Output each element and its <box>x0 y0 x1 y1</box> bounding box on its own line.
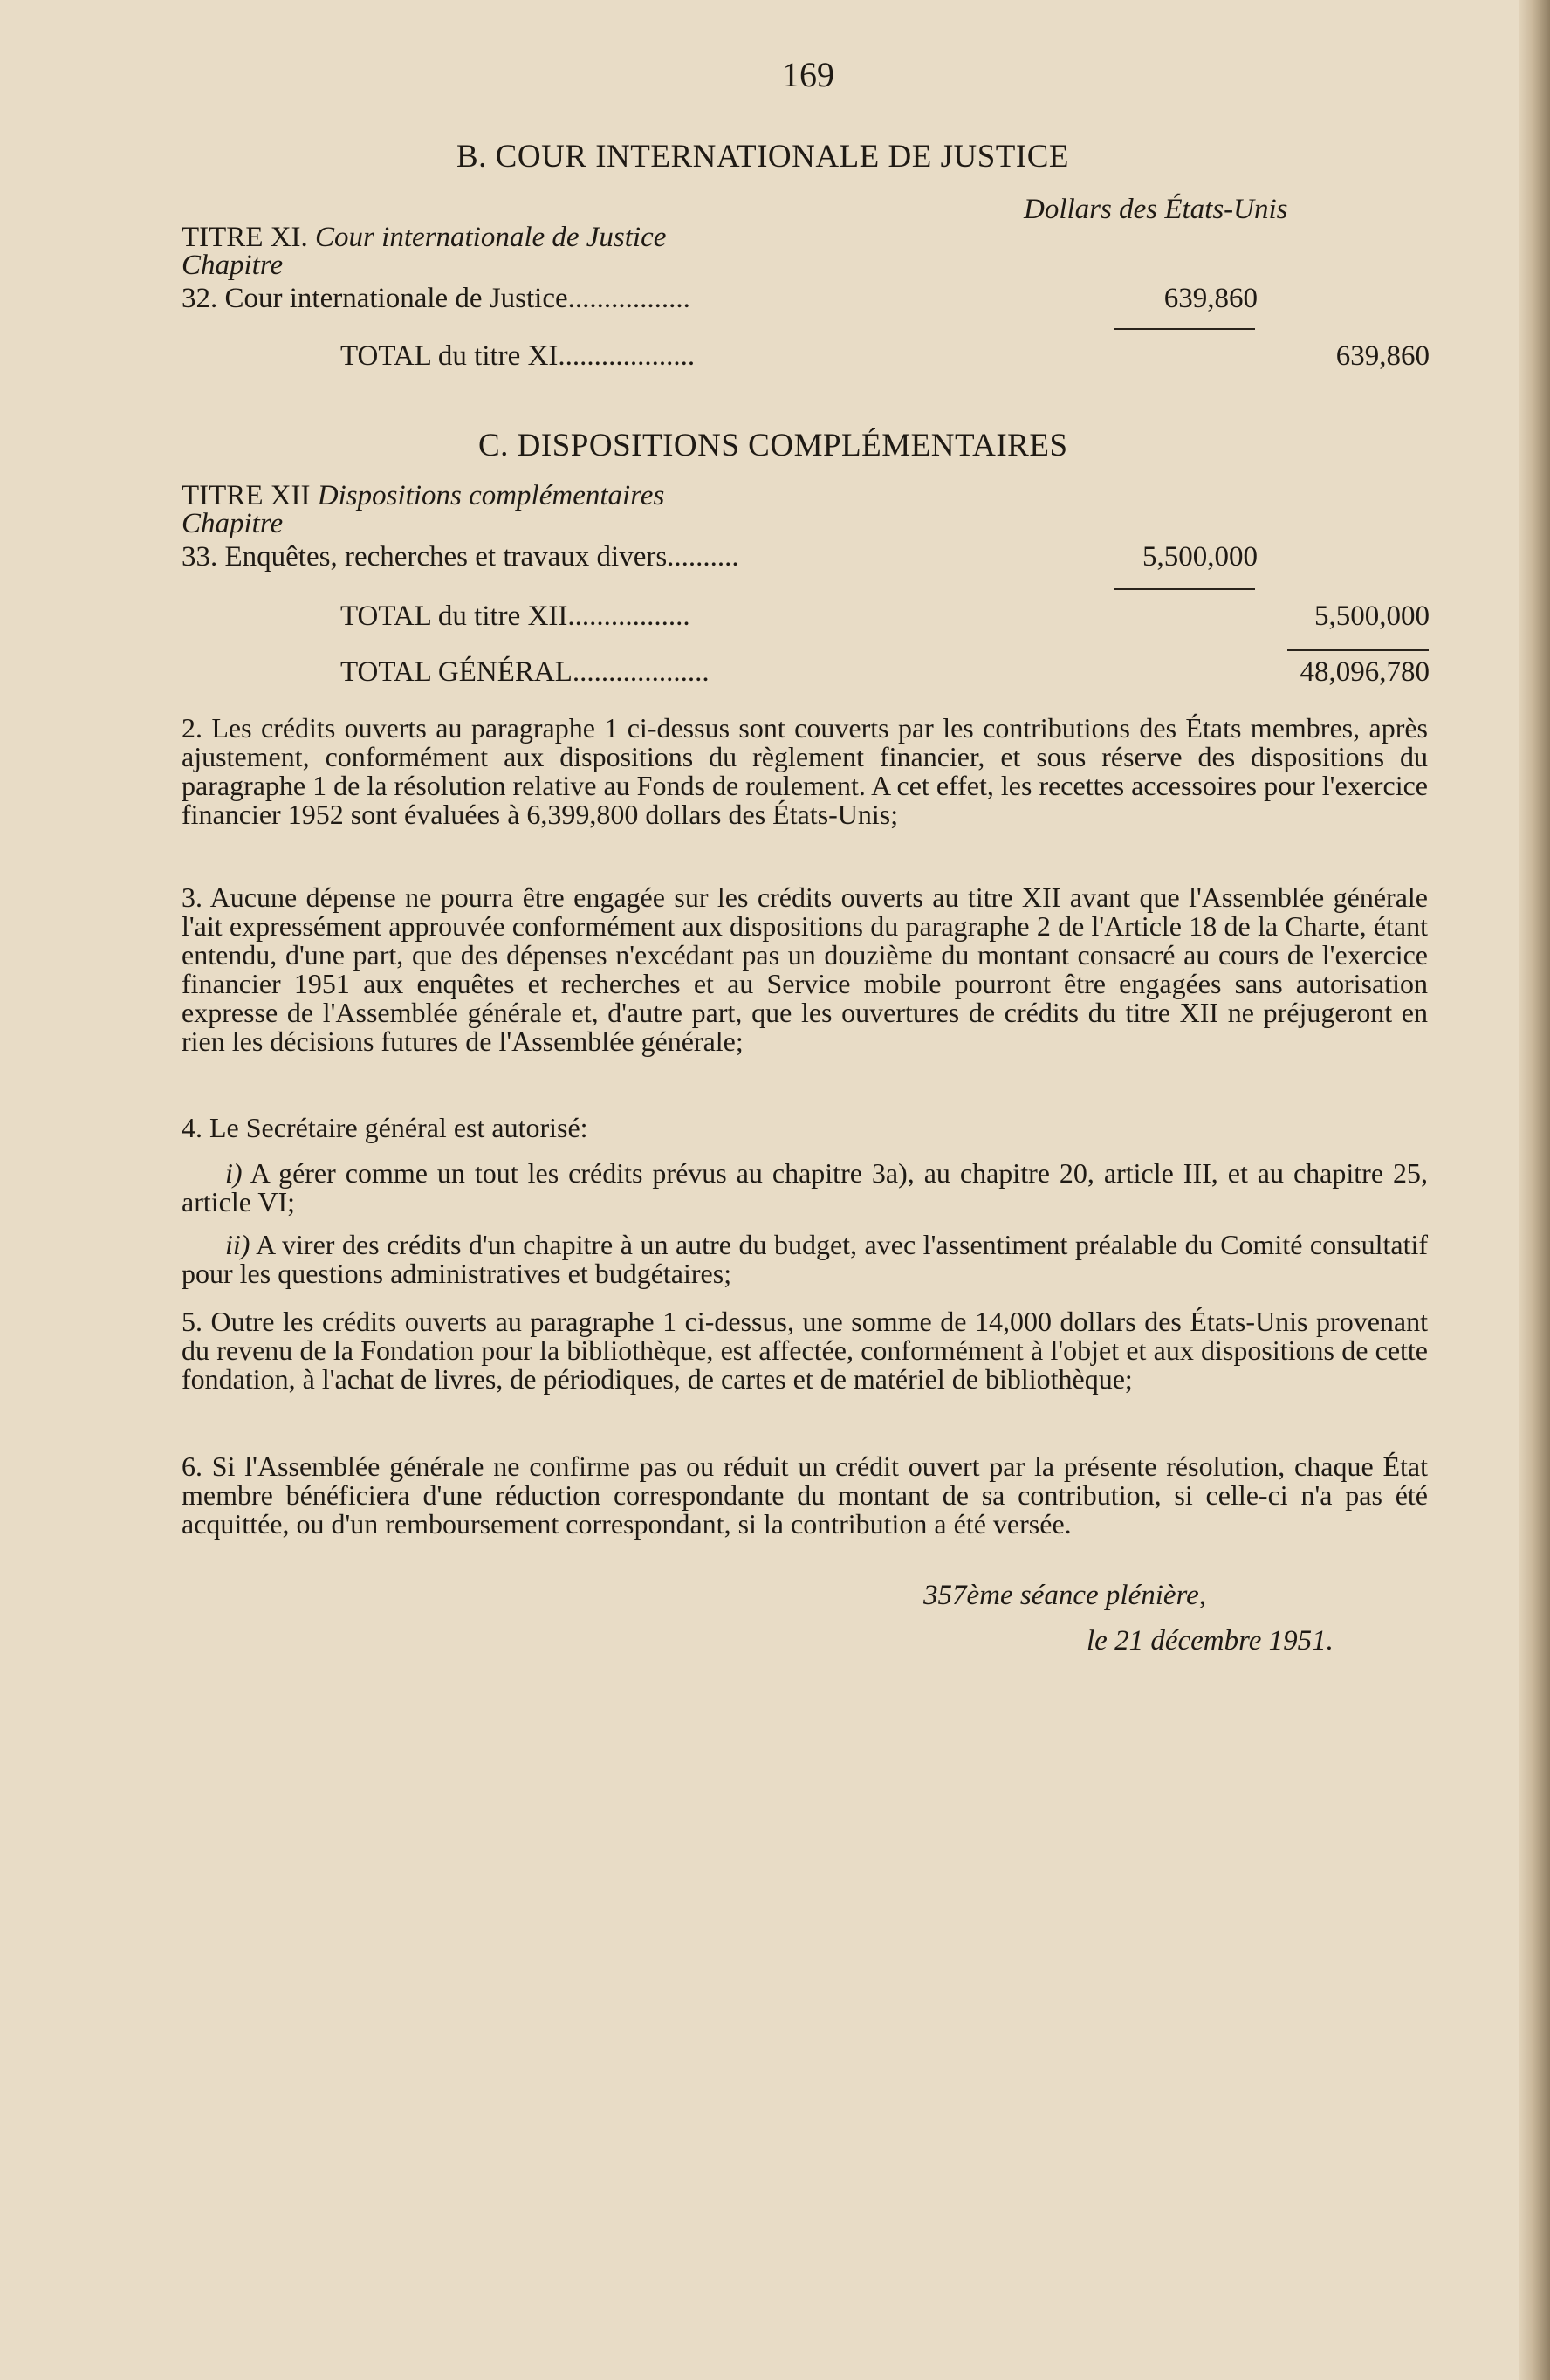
section-b-heading: B. COUR INTERNATIONALE DE JUSTICE <box>456 139 1069 175</box>
item-32-value: 639,860 <box>1163 283 1258 314</box>
titre-xi-prefix: TITRE XI. <box>182 222 308 253</box>
date-line: le 21 décembre 1951. <box>1087 1625 1334 1656</box>
item-i-body: A gérer comme un tout les crédits prévus au chapitre 3a), au chapitre 20, article III, et au chapitre 25, article VI; <box>182 1157 1428 1217</box>
titre-xii-name: Dispositions complémentaires <box>317 480 665 511</box>
item-i-marker: i) <box>225 1157 243 1189</box>
paragraph-4-ii <box>182 1231 1428 1288</box>
item-33-value: 5,500,000 <box>1142 541 1258 573</box>
total-titre-xii-label: TOTAL du titre XII................. <box>340 600 690 632</box>
paragraph-4-ii-text <box>182 1231 1428 1288</box>
paragraph-6 <box>182 1452 1428 1539</box>
total-titre-xi-value: 639,860 <box>1335 340 1430 372</box>
paragraph-4-i-text <box>182 1159 1428 1217</box>
section-c-heading: C. DISPOSITIONS COMPLÉMENTAIRES <box>478 428 1068 463</box>
paragraph-5-text: 5. Outre les crédits ouverts au paragraphe 1 ci-dessus, une somme de 14,000 dollars des États-Unis provenant du revenu de la Fondation pour la bibliothèque, est affectée, conformément à l'objet et aux dispositions de cette fondation, à l'achat de livres, de périodiques, de cartes et de matériel de bibliothèque; <box>182 1306 1428 1395</box>
paragraph-2 <box>182 714 1428 829</box>
paragraph-4-text: 4. Le Secrétaire général est autorisé: <box>182 1112 588 1143</box>
currency-header: Dollars des États-Unis <box>1024 194 1288 225</box>
total-titre-xi-label: TOTAL du titre XI................... <box>340 340 696 372</box>
subtotal-rule-b <box>1114 328 1255 330</box>
item-ii-marker: ii) <box>225 1229 250 1260</box>
chapitre-label-b: Chapitre <box>182 250 284 281</box>
chapitre-label-c: Chapitre <box>182 508 284 539</box>
paragraph-6-text: 6. Si l'Assemblée générale ne confirme pas ou réduit un crédit ouvert par la présente résolution, chaque État membre bénéficiera d'une réduction correspondante du montant de sa contribution, si celle-ci n'a pas été acquittée, ou d'un remboursement correspondant, si la contribution a été versée. <box>182 1451 1428 1540</box>
grand-total-label: TOTAL GÉNÉRAL................... <box>340 656 710 688</box>
paragraph-3 <box>182 883 1428 1056</box>
total-titre-xii-value: 5,500,000 <box>1314 600 1430 632</box>
grand-total-rule <box>1287 649 1429 651</box>
paragraph-4 <box>182 1114 1428 1142</box>
paragraph-3-text: 3. Aucune dépense ne pourra être engagée sur les crédits ouverts au titre XII avant que l'Assemblée générale l'ait expressément approuvée conformément aux dispositions du paragraphe 2 de l'Article 18 de la Charte, étant entendu, d'une part, que des dépenses n'excédant pas un douzième du montant consacré au cours de l'exercice financier 1951 aux enquêtes et recherches et au Service mobile pourront être engagées sans autorisation expresse de l'Assemblée générale et, d'autre part, que les ouvertures de crédits du titre XII ne préjugeront en rien les décisions futures de l'Assemblée générale; <box>182 881 1428 1057</box>
paragraph-2-text: 2. Les crédits ouverts au paragraphe 1 ci-dessus sont couverts par les contributions des États membres, après ajustement, conformément aux dispositions du règlement financier, et sous réserve des dispositions du paragraphe 1 de la résolution relative au Fonds de roulement. A cet effet, les recettes accessoires pour l'exercice financier 1952 sont évaluées à 6,399,800 dollars des États-Unis; <box>182 712 1428 830</box>
grand-total-value: 48,096,780 <box>1300 656 1430 688</box>
titre-xii-prefix: TITRE XII <box>182 480 311 511</box>
item-32-label: 32. Cour internationale de Justice................. <box>182 283 690 314</box>
paragraph-4-i <box>182 1159 1428 1217</box>
page-number: 169 <box>782 55 834 94</box>
item-33-label: 33. Enquêtes, recherches et travaux divers.......... <box>182 541 739 573</box>
titre-xi-name: Cour internationale de Justice <box>315 222 667 253</box>
subtotal-rule-c <box>1114 588 1255 590</box>
session-line: 357ème séance plénière, <box>923 1580 1207 1611</box>
item-ii-body: A virer des crédits d'un chapitre à un autre du budget, avec l'assentiment préalable du Comité consultatif pour les questions administratives et budgétaires; <box>182 1229 1428 1289</box>
paragraph-5 <box>182 1307 1428 1394</box>
